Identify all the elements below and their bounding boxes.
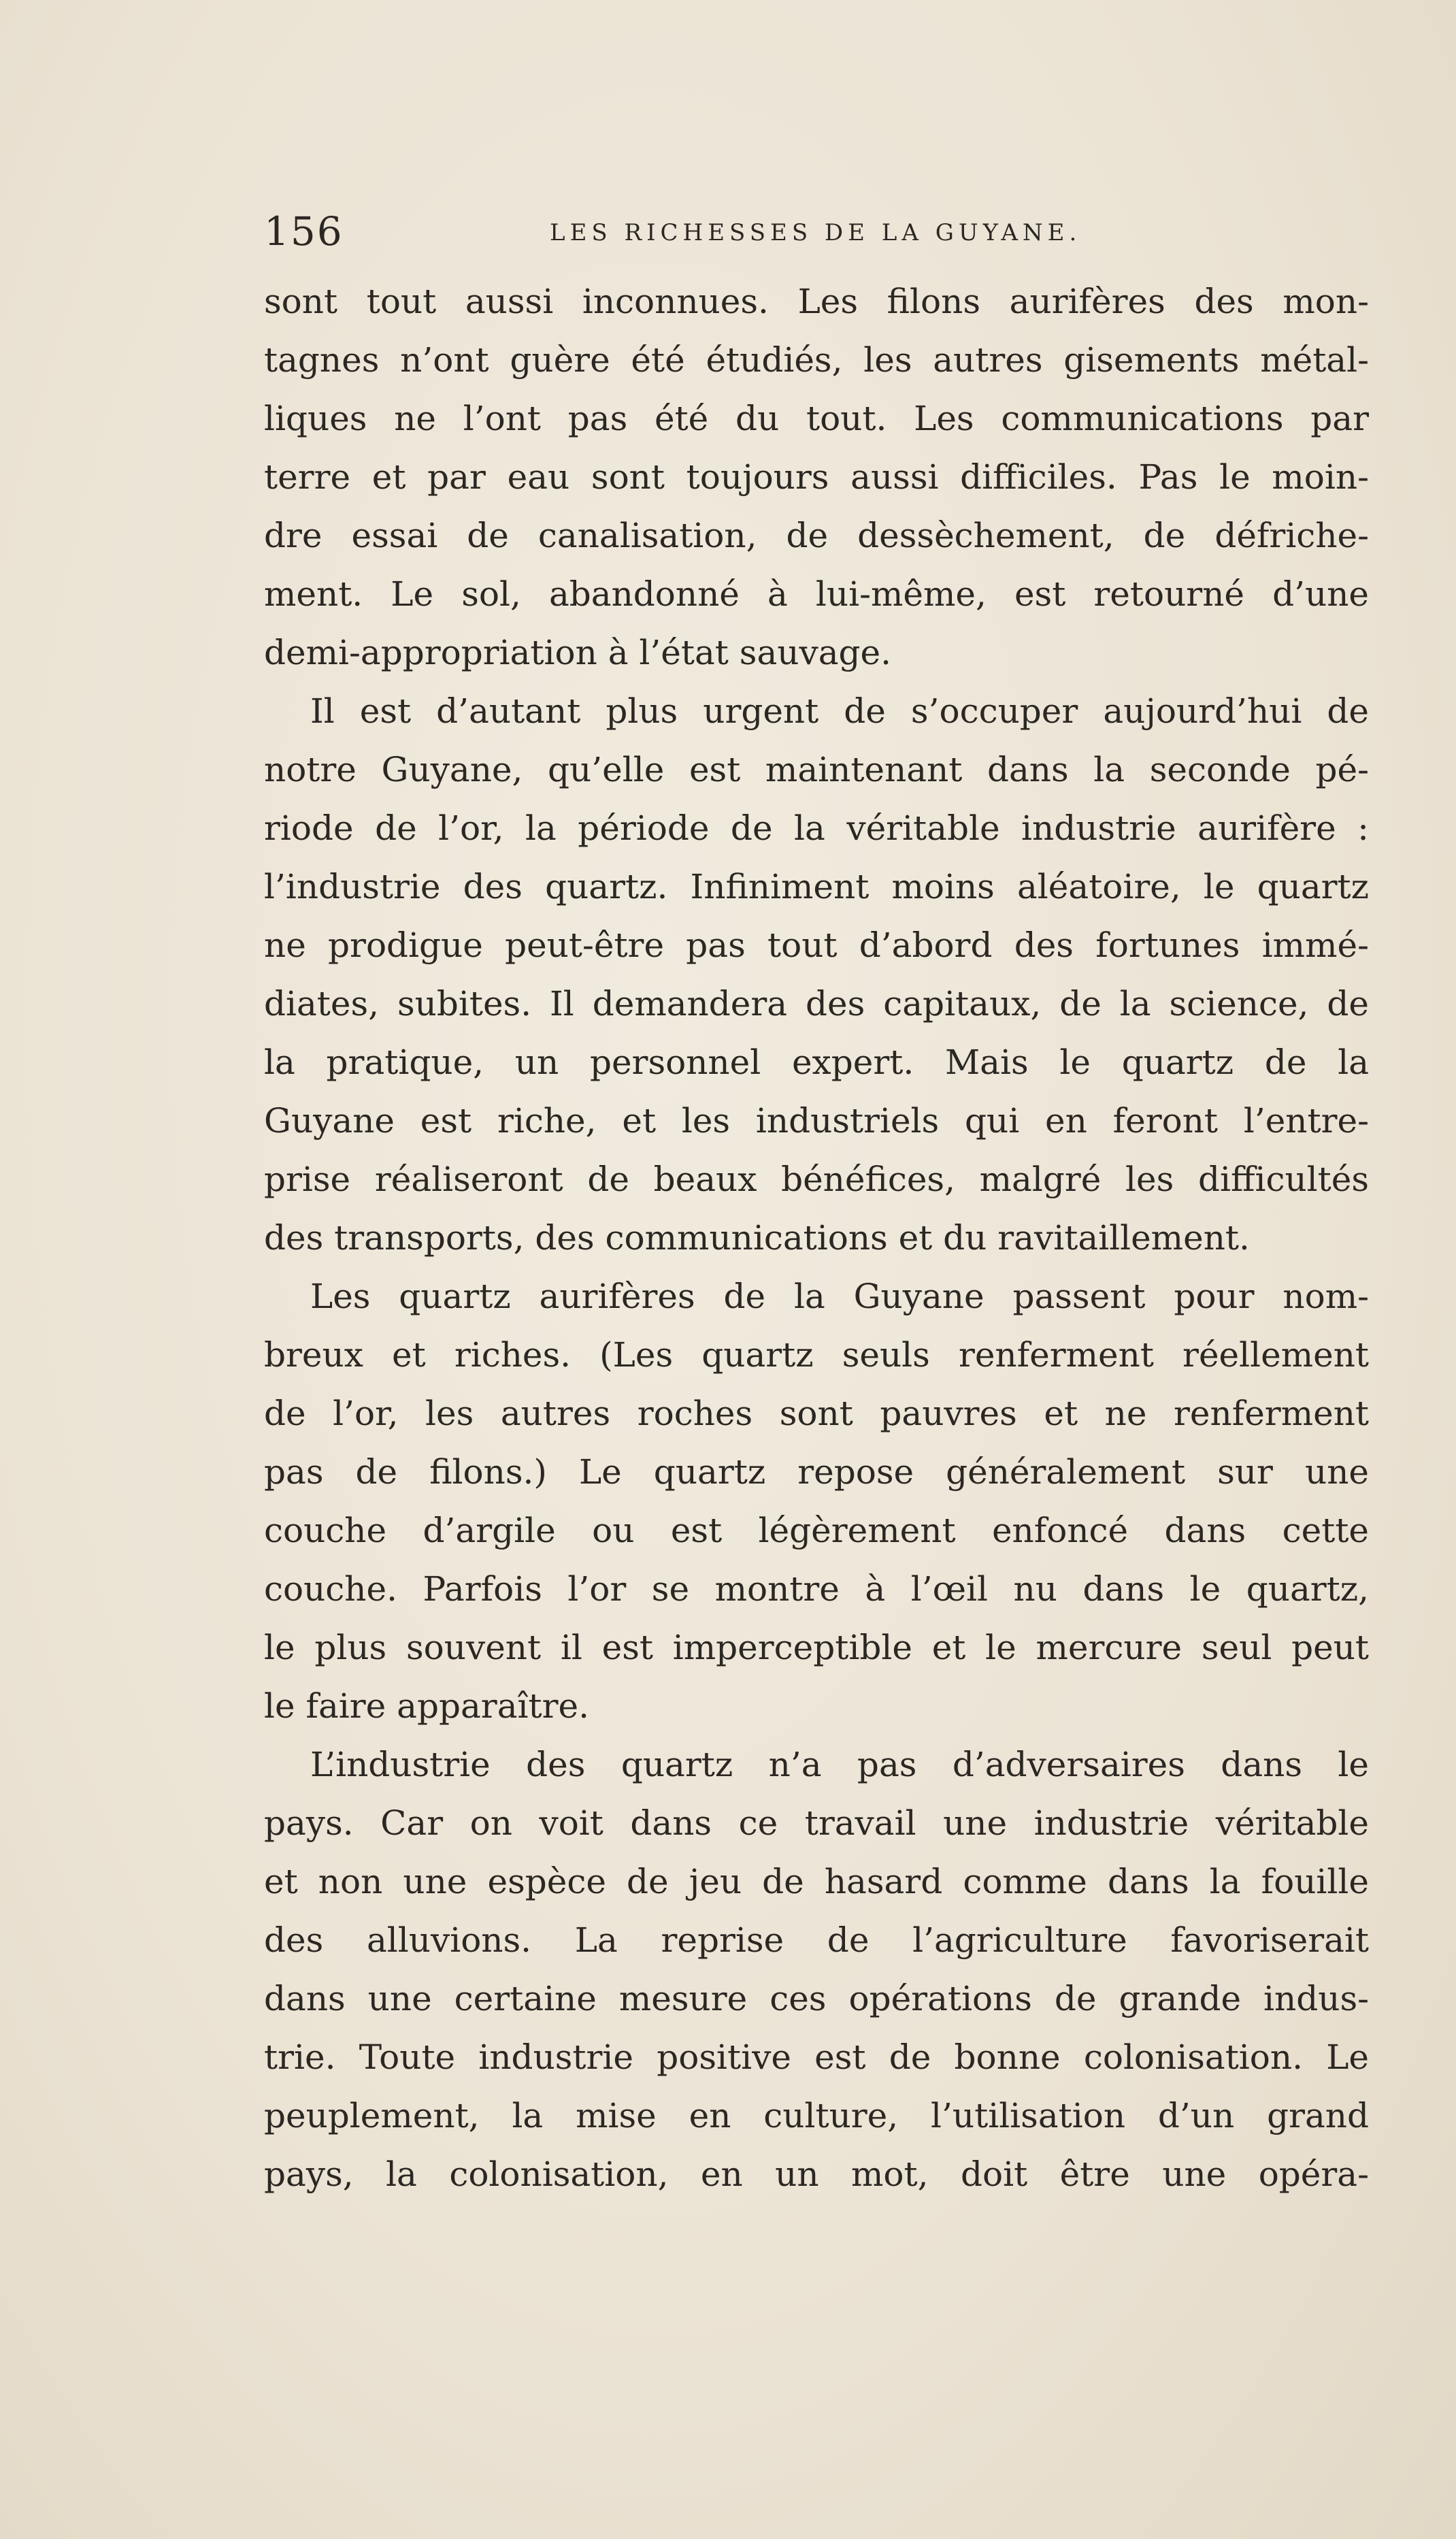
text-line: pays, la colonisation, en un mot, doit être une opéra- bbox=[264, 2155, 1369, 2194]
text-line: le faire apparaître. bbox=[264, 1686, 589, 1726]
text-line: tagnes n’ont guère été étudiés, les autres gisements métal- bbox=[264, 340, 1369, 380]
page-number: 156 bbox=[264, 208, 344, 255]
text-line: liques ne l’ont pas été du tout. Les communications par bbox=[264, 399, 1369, 438]
text-line: diates, subites. Il demandera des capitaux, de la science, de bbox=[264, 984, 1369, 1023]
text-line: couche d’argile ou est légèrement enfoncé dans cette bbox=[264, 1511, 1369, 1550]
text-line: pas de filons.) Le quartz repose généralement sur une bbox=[264, 1452, 1369, 1492]
text-line: dre essai de canalisation, de dessèchement, de défriche- bbox=[264, 516, 1369, 555]
running-title: LES RICHESSES DE LA GUYANE. bbox=[550, 219, 1082, 246]
text-line: Les quartz aurifères de la Guyane passent pour nom- bbox=[310, 1277, 1369, 1316]
text-line: Il est d’autant plus urgent de s’occuper aujourd’hui de bbox=[310, 691, 1369, 731]
paragraph-2 bbox=[264, 682, 1369, 1267]
text-line: des alluvions. La reprise de l’agriculture favoriserait bbox=[264, 1920, 1369, 1960]
text-line: Guyane est riche, et les industriels qui en feront l’entre- bbox=[264, 1101, 1369, 1141]
text-line: terre et par eau sont toujours aussi difficiles. Pas le moin- bbox=[264, 457, 1369, 497]
page-header bbox=[264, 204, 1380, 259]
text-line: pays. Car on voit dans ce travail une industrie véritable bbox=[264, 1803, 1369, 1843]
text-line: sont tout aussi inconnues. Les filons aurifères des mon- bbox=[264, 282, 1369, 321]
text-line: demi-appropriation à l’état sauvage. bbox=[264, 633, 891, 672]
text-line: la pratique, un personnel expert. Mais le quartz de la bbox=[264, 1043, 1369, 1082]
text-line: notre Guyane, qu’elle est maintenant dans la seconde pé- bbox=[264, 750, 1369, 789]
text-line: prise réaliseront de beaux bénéfices, malgré les difficultés bbox=[264, 1160, 1369, 1199]
text-line: ne prodigue peut-être pas tout d’abord des fortunes immé- bbox=[264, 925, 1369, 965]
text-line: couche. Parfois l’or se montre à l’œil nu dans le quartz, bbox=[264, 1569, 1369, 1609]
text-line: le plus souvent il est imperceptible et le mercure seul peut bbox=[264, 1628, 1369, 1667]
text-line: peuplement, la mise en culture, l’utilisation d’un grand bbox=[264, 2096, 1369, 2135]
text-line: ment. Le sol, abandonné à lui-même, est retourné d’une bbox=[264, 574, 1369, 614]
text-line: de l’or, les autres roches sont pauvres et ne renferment bbox=[264, 1394, 1369, 1433]
text-line: riode de l’or, la période de la véritable industrie aurifère : bbox=[264, 808, 1369, 848]
text-line: des transports, des communications et du ravitaillement. bbox=[264, 1218, 1250, 1258]
text-line: l’industrie des quartz. Infiniment moins aléatoire, le quartz bbox=[264, 867, 1369, 906]
text-line: et non une espèce de jeu de hasard comme dans la fouille bbox=[264, 1862, 1369, 1901]
text-line: dans une certaine mesure ces opérations de grande indus- bbox=[264, 1979, 1369, 2018]
paragraph-3 bbox=[264, 1267, 1369, 1735]
text-line: breux et riches. (Les quartz seuls renferment réellement bbox=[264, 1335, 1369, 1375]
paragraph-1 bbox=[264, 272, 1369, 682]
body-text bbox=[264, 272, 1369, 2204]
text-line: L’industrie des quartz n’a pas d’adversaires dans le bbox=[310, 1745, 1369, 1784]
text-line: trie. Toute industrie positive est de bonne colonisation. Le bbox=[264, 2037, 1369, 2077]
paragraph-4 bbox=[264, 1735, 1369, 2204]
